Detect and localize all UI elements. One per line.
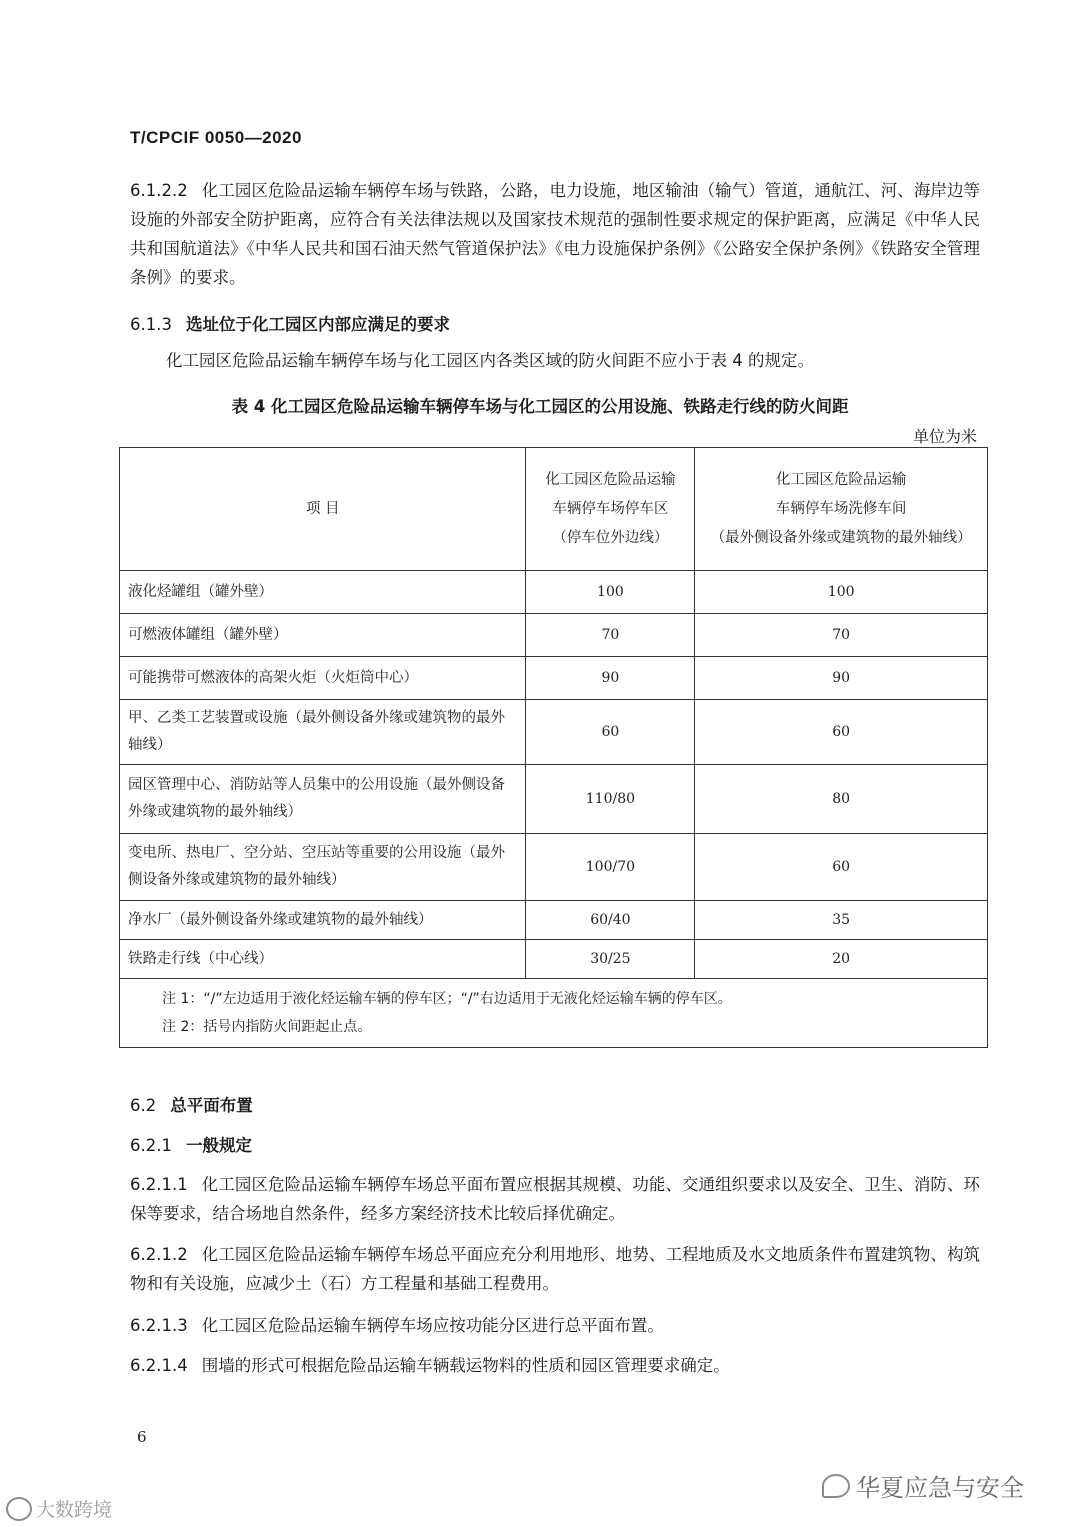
header-wash-repair-workshop <box>695 448 988 571</box>
clause-6-1-2-2 <box>130 176 980 292</box>
row-item: 园区管理中心、消防站等人员集中的公用设施（最外侧设备外缘或建筑物的最外轴线） <box>120 765 526 834</box>
clause-number: 6.2.1.1 <box>130 1175 188 1194</box>
row-item: 变电所、热电厂、空分站、空压站等重要的公用设施（最外侧设备外缘或建筑物的最外轴线） <box>120 834 526 901</box>
row-item: 液化烃罐组（罐外壁） <box>120 571 526 614</box>
clause-6-1-3-text: 化工园区危险品运输车辆停车场与化工园区内各类区域的防火间距不应小于表 4 的规定。 <box>166 351 814 370</box>
heading-number: 6.1.3 <box>130 315 172 334</box>
row-value-workshop: 80 <box>695 765 988 834</box>
clause-text: 围墙的形式可根据危险品运输车辆载运物料的性质和园区管理要求确定。 <box>201 1356 730 1375</box>
clause-6-2-1-3 <box>130 1311 980 1340</box>
watermark-right-text: 华夏应急与安全 <box>856 1474 1024 1502</box>
row-item: 铁路走行线（中心线） <box>120 940 526 979</box>
clause-6-2-1-2 <box>130 1240 980 1298</box>
watermark-left-text: 大数跨境 <box>36 1499 113 1521</box>
row-value-workshop: 60 <box>695 700 988 765</box>
heading-number: 6.2 <box>130 1096 157 1115</box>
row-value-parking: 60 <box>526 700 695 765</box>
fire-distance-table <box>119 447 988 1048</box>
table-row <box>120 765 988 834</box>
clause-text: 化工园区危险品运输车辆停车场应按功能分区进行总平面布置。 <box>201 1316 664 1335</box>
row-value-parking: 70 <box>526 614 695 657</box>
page-number: 6 <box>137 1428 147 1446</box>
row-item: 甲、乙类工艺装置或设施（最外侧设备外缘或建筑物的最外轴线） <box>120 700 526 765</box>
clause-text: 化工园区危险品运输车辆停车场总平面应充分利用地形、地势、工程地质及水文地质条件布置建筑物、构筑物和有关设施，应减少土（石）方工程量和基础工程费用。 <box>130 1245 980 1293</box>
row-item: 可能携带可燃液体的高架火炬（火炬筒中心） <box>120 657 526 700</box>
row-value-parking: 100/70 <box>526 834 695 901</box>
row-value-parking: 30/25 <box>526 940 695 979</box>
table-notes-row <box>120 979 988 1048</box>
table-row <box>120 614 988 657</box>
clause-6-2-1-1 <box>130 1170 980 1228</box>
table-row <box>120 571 988 614</box>
table-note-2: 注 2：括号内指防火间距起止点。 <box>162 1019 372 1035</box>
clause-number: 6.2.1.3 <box>130 1316 188 1335</box>
header-item: 项 目 <box>120 448 526 571</box>
table-header-row <box>120 448 988 571</box>
table-row <box>120 700 988 765</box>
header-line: 车辆停车场洗修车间 <box>775 500 907 517</box>
clause-6-2-1-4 <box>130 1351 980 1380</box>
row-value-workshop: 35 <box>695 901 988 940</box>
table-row <box>120 901 988 940</box>
table-note-1: 注 1：“/”左边适用于液化烃运输车辆的停车区；“/”右边适用于无液化烃运输车辆的停车区。 <box>162 991 732 1007</box>
clause-number: 6.2.1.2 <box>130 1245 188 1264</box>
row-item: 净水厂（最外侧设备外缘或建筑物的最外轴线） <box>120 901 526 940</box>
heading-6-2-1 <box>130 1132 252 1156</box>
row-value-workshop: 20 <box>695 940 988 979</box>
clause-number: 6.2.1.4 <box>130 1356 188 1375</box>
heading-title: 一般规定 <box>185 1136 252 1155</box>
heading-6-2 <box>130 1092 253 1116</box>
header-line: （停车位外边线） <box>552 529 669 546</box>
clause-text: 化工园区危险品运输车辆停车场与铁路，公路，电力设施，地区输油（输气）管道，通航江、河、海岸边等设施的外部安全防护距离，应符合有关法律法规以及国家技术规范的强制性要求规定的保护距离，应满足《中华人民共和国航道法》《中华人民共和国石油天然气管道保护法》《电力设施保护条例》《公路安全保护条例》《铁路安全管理条例》的要求。 <box>130 181 980 287</box>
clause-number: 6.1.2.2 <box>130 181 188 200</box>
row-value-parking: 90 <box>526 657 695 700</box>
heading-number: 6.2.1 <box>130 1136 172 1155</box>
row-value-workshop: 70 <box>695 614 988 657</box>
weibo-icon <box>6 1497 32 1521</box>
table-caption: 表 4 化工园区危险品运输车辆停车场与化工园区的公用设施、铁路走行线的防火间距 <box>231 397 849 416</box>
watermark-right <box>822 1468 1024 1503</box>
row-item: 可燃液体罐组（罐外壁） <box>120 614 526 657</box>
header-line: （最外侧设备外缘或建筑物的最外轴线） <box>710 529 972 546</box>
watermark-left <box>6 1495 112 1522</box>
heading-title: 总平面布置 <box>170 1096 253 1115</box>
table-row <box>120 657 988 700</box>
row-value-parking: 60/40 <box>526 901 695 940</box>
document-code: T/CPCIF 0050—2020 <box>130 128 302 147</box>
clause-text: 化工园区危险品运输车辆停车场总平面布置应根据其规模、功能、交通组织要求以及安全、卫生、消防、环保等要求，结合场地自然条件，经多方案经济技术比较后择优确定。 <box>130 1175 980 1223</box>
header-line: 车辆停车场停车区 <box>552 500 669 517</box>
table-unit: 单位为米 <box>912 427 977 446</box>
row-value-workshop: 60 <box>695 834 988 901</box>
header-parking-area <box>526 448 695 571</box>
header-line: 化工园区危险品运输 <box>775 471 907 488</box>
table-row <box>120 940 988 979</box>
row-value-parking: 110/80 <box>526 765 695 834</box>
table-notes <box>120 979 988 1048</box>
header-line: 化工园区危险品运输 <box>545 471 676 488</box>
row-value-workshop: 90 <box>695 657 988 700</box>
heading-6-1-3 <box>130 311 450 335</box>
row-value-parking: 100 <box>526 571 695 614</box>
wechat-icon <box>822 1474 850 1498</box>
heading-title: 选址位于化工园区内部应满足的要求 <box>185 315 450 334</box>
table-row <box>120 834 988 901</box>
row-value-workshop: 100 <box>695 571 988 614</box>
